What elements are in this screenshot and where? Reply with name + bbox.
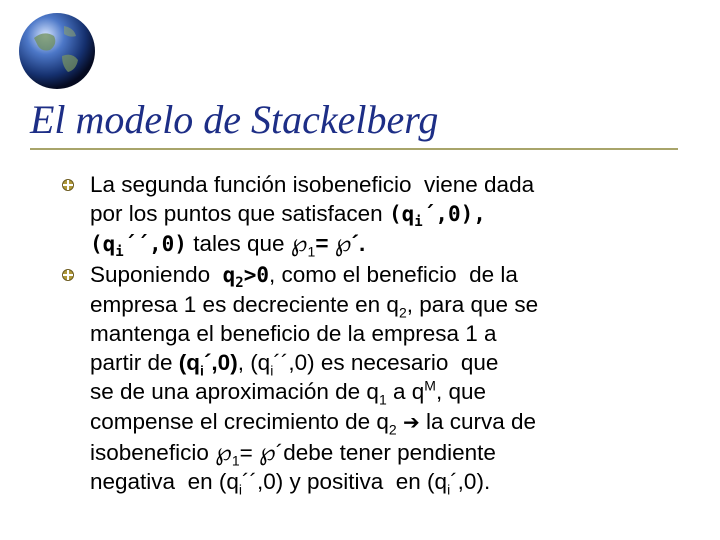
right-arrow-icon: ➔	[402, 411, 420, 434]
bullet-item	[60, 260, 680, 497]
bullet-line: por los puntos que satisfacen $(q_i´,0)$,	[90, 201, 486, 231]
bullet-item	[60, 170, 680, 260]
cross-circle-bullet-icon	[62, 179, 74, 191]
bullet-line: negativa en $(q_i´´,0)$ y positiva en $(q_i´,0)$.	[90, 469, 491, 498]
bullet-line: Suponiendo $q_2>0$, como el beneficio de la	[90, 261, 518, 291]
slide-body	[60, 170, 680, 496]
globe-icon	[14, 8, 100, 94]
cross-circle-bullet-icon	[62, 269, 74, 281]
bullet-line: partir de $(q_i´,0)$, $(q_i´´,0)$ es necesario que	[90, 350, 499, 379]
title-divider	[30, 148, 678, 150]
page-title: El modelo de Stackelberg	[30, 97, 439, 142]
bullet-line: mantenga el beneficio de la empresa 1 a	[90, 321, 497, 347]
bullet-line: compense el crecimiento de $q_2$ ➔ la curva de	[90, 408, 537, 438]
bullet-line: $(q_i´´,0)$ tales que $℘_1=$ ℘´.	[90, 229, 366, 261]
bullet-line: empresa 1 es decreciente en $q_2$, para que se	[90, 291, 539, 321]
bullet-line: La segunda función isobeneficio viene dada	[90, 172, 535, 197]
bullet-line: se de una aproximación de $q_1$ a $q^M$, que	[90, 377, 486, 408]
bullet-line: isobeneficio $℘_1=$ ℘´debe tener pendiente	[90, 437, 496, 469]
